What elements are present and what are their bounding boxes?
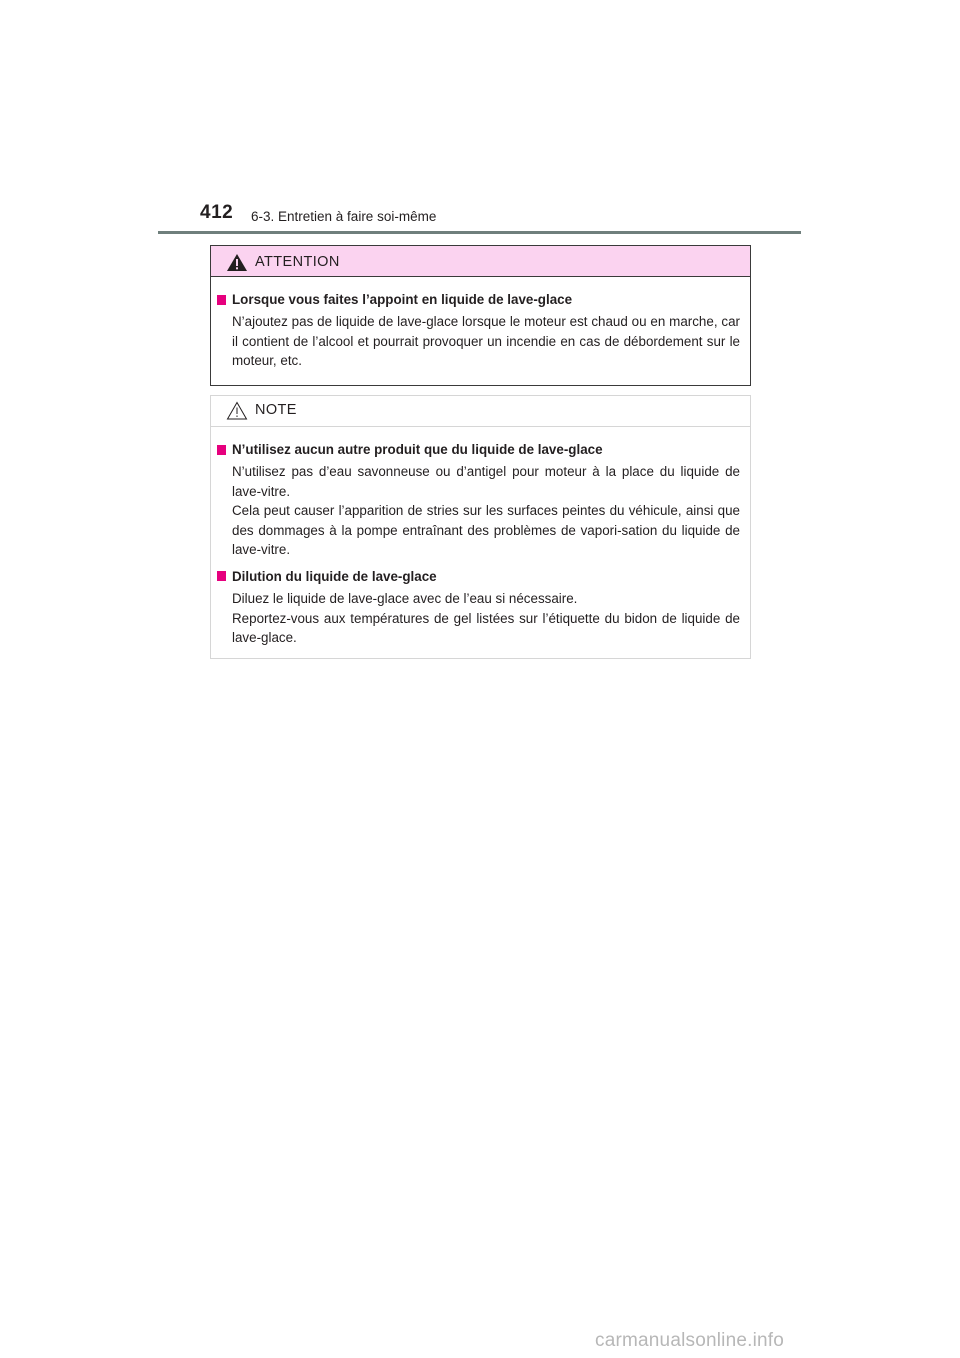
warning-triangle-outline-icon [226,401,248,420]
note-item-text: Cela peut causer l’apparition de stries sur les surfaces peintes du véhicule, ainsi que des dommages à la pompe entraînant des problèmes de vapori-sation du liquide de lave-vitre. [232,503,740,558]
warning-triangle-icon [226,253,248,272]
note-label: NOTE [255,402,297,418]
square-bullet-icon [217,295,226,305]
note-item-text: Reportez-vous aux températures de gel listées sur l’étiquette du bidon de liquide de lave-glace. [232,610,740,646]
attention-item [217,290,740,371]
page-number: 412 [200,202,234,223]
note-item [217,440,740,560]
attention-box [210,245,751,386]
note-box [210,395,751,659]
note-header [211,396,750,427]
note-item-title: N’utilisez aucun autre produit que du liquide de lave-glace [232,442,603,457]
attention-item-text: N’ajoutez pas de liquide de lave-glace lorsque le moteur est chaud ou en marche, car il contient de l’alcool et pourrait provoquer un incendie en cas de débordement sur le moteur, etc. [232,314,740,369]
note-item [217,567,740,648]
square-bullet-icon [217,571,226,581]
section-title: 6-3. Entretien à faire soi-même [251,209,437,224]
note-item-title: Dilution du liquide de lave-glace [232,568,437,584]
header-rule [158,231,801,234]
note-item-text: Diluez le liquide de lave-glace avec de l’eau si nécessaire. [232,590,578,606]
attention-label: ATTENTION [255,254,340,270]
attention-header [211,246,750,277]
attention-body [211,277,750,371]
square-bullet-icon [217,445,226,455]
page-header [0,0,960,240]
note-body [211,427,750,648]
attention-item-title: Lorsque vous faites l’appoint en liquide de lave-glace [232,292,573,307]
watermark: carmanualsonline.info [595,1330,785,1351]
note-item-text: N’utilisez pas d’eau savonneuse ou d’antigel pour moteur à la place du liquide de lave-vitre. [232,464,740,499]
